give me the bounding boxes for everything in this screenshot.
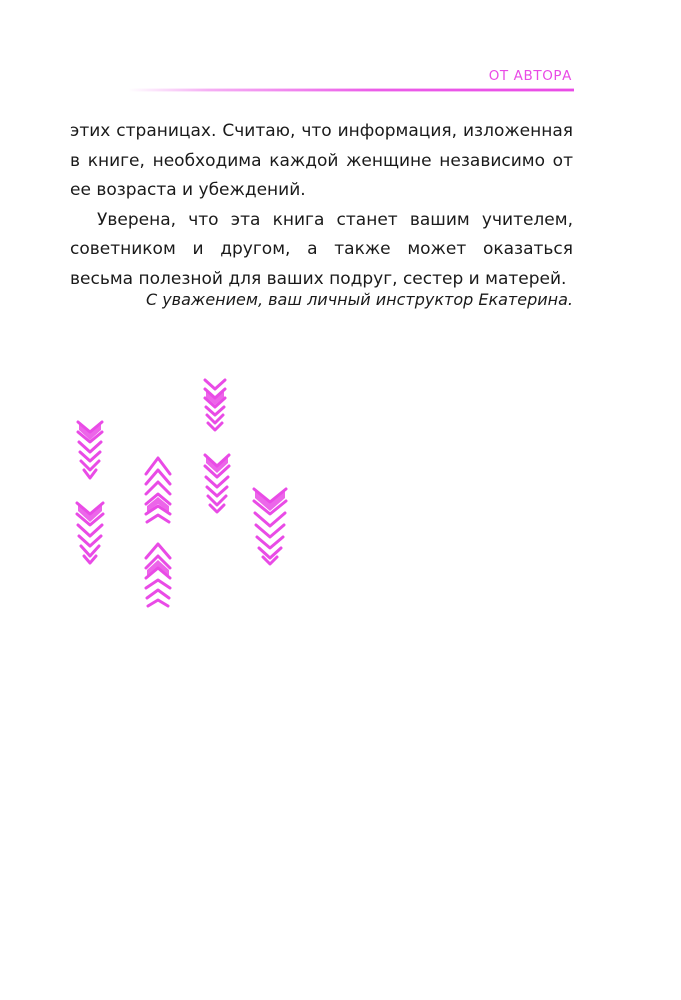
paragraph: этих страницах. Считаю, что информация, изложенная в книге, необходима каждой женщине независимо от ее возраста и убеждений. xyxy=(70,121,573,200)
section-title: ОТ АВТОРА xyxy=(488,68,572,84)
paragraph: Уверена, что эта книга станет вашим учителем, советником и другом, а также может оказаться весьма полезной для ваших подруг, сестер и матерей. xyxy=(70,209,573,289)
body-text xyxy=(70,117,573,294)
pink-chevron-arrows-icon xyxy=(70,370,300,620)
header-rule xyxy=(128,88,574,92)
chevron-arrow-icon xyxy=(146,544,170,606)
chevron-arrow-icon xyxy=(146,458,170,522)
author-signature: С уважением, ваш личный инструктор Екатерина. xyxy=(145,290,573,309)
